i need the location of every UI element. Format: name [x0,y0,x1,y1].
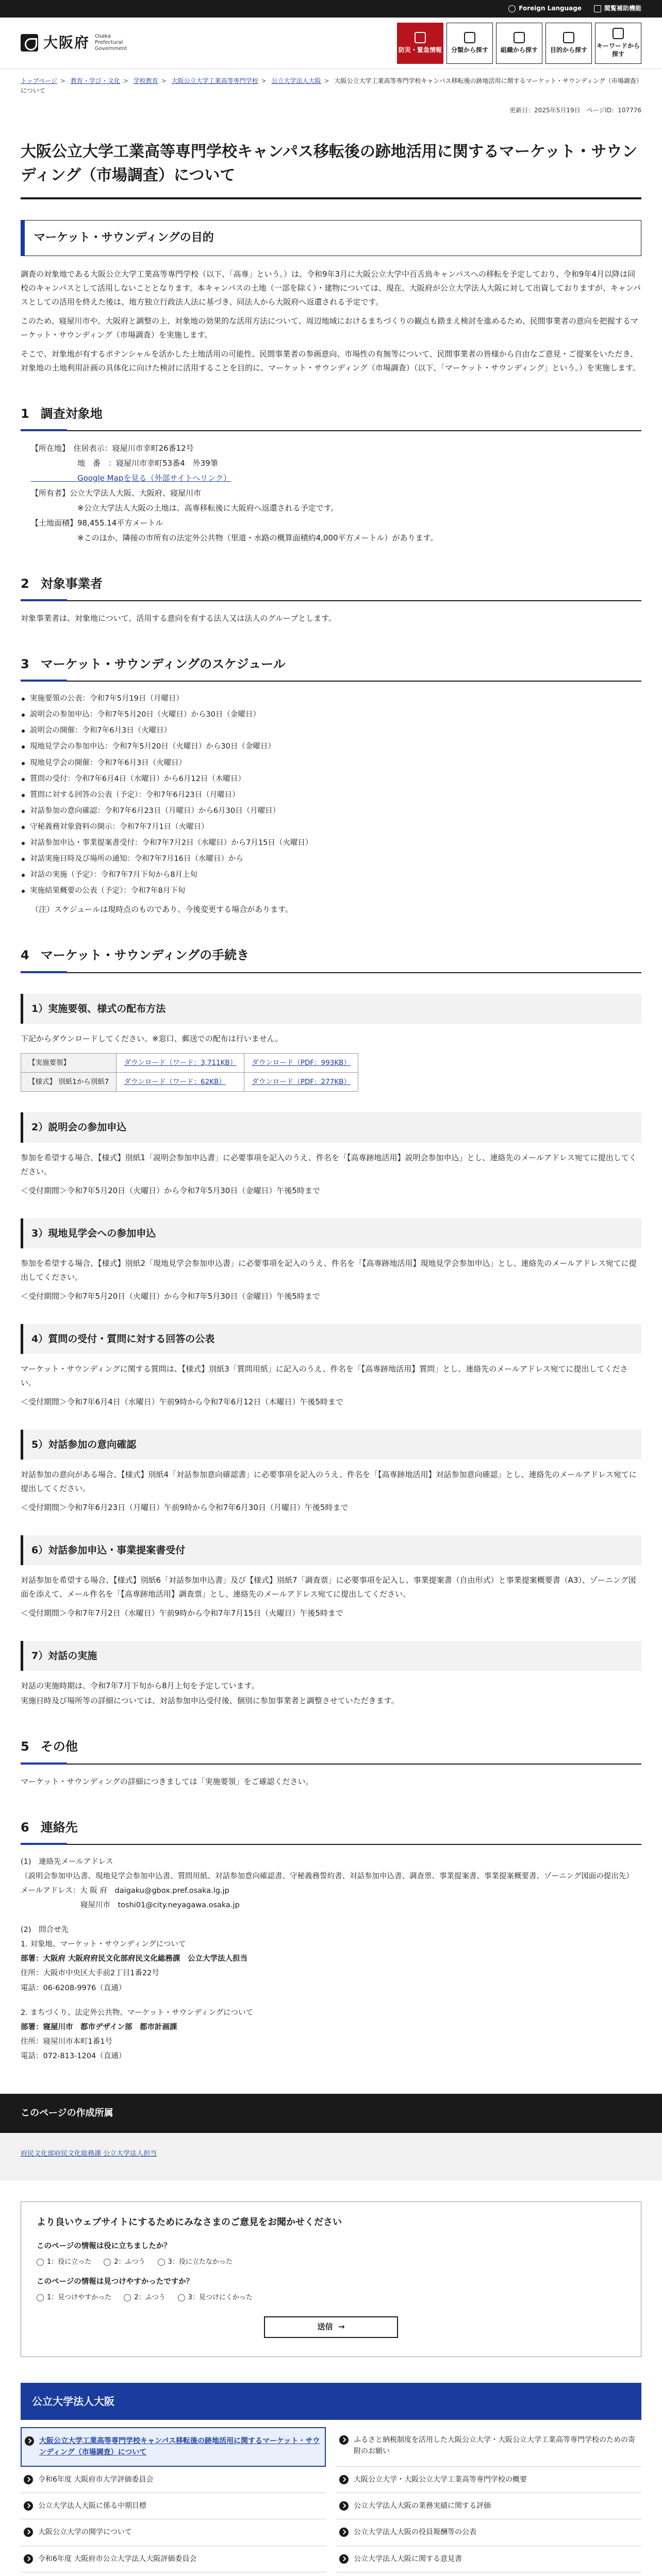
radio-icon[interactable] [124,2294,131,2301]
breadcrumb-link[interactable]: トップページ [21,77,57,84]
related-item-label: 大阪公立大学の開学について [38,2528,132,2537]
option-label: 2：ふつう [114,2258,145,2266]
download-table [21,1053,358,1092]
org-icon [514,32,525,43]
site-info-line: 【所有者】公立大学法人大阪、大阪府、寝屋川市 [31,488,202,498]
utility-bar [0,0,662,18]
section-number: 1 [21,406,29,421]
section-heading-2 [21,569,641,601]
related-item[interactable] [336,2546,641,2572]
section-title: 調査対象地 [40,406,103,421]
subsection-title: 6）対話参加申込・事業提案書受付 [21,1535,641,1565]
subsection-paragraph: 対話の実施時期は、令和7年7月下旬から8月上旬を予定しています。 [21,1681,259,1691]
contact-line: （説明会参加申込書、現地見学会参加申込書、質問用紙、対話参加意向確認書、守秘義務誓約書、対話参加申込書、調査票、事業提案書、事業提案概要書、ゾーニング図面の提出先） [21,1872,634,1880]
breadcrumb-current: 大阪公立大学工業高等専門学校キャンパス移転後の跡地活用に関するマーケット・サウンディング（市場調査）について [21,77,639,95]
download-pdf-link[interactable]: ダウンロード（PDF：993KB） [252,1058,351,1067]
page-id: ページID：107776 [586,107,641,114]
related-item[interactable] [336,2493,641,2519]
table-label: 【様式】 別紙1から別紙7 [21,1073,117,1092]
section-title: 対象事業者 [40,576,103,591]
contact-email: メールアドレス：大 阪 府 daigaku@gbox.pref.osaka.lg.jp [21,1887,229,1895]
related-item-label: 公立大学法人大阪に関する意見書 [354,2554,462,2563]
feedback-options [37,2256,625,2268]
table-cell [117,1073,244,1092]
accessibility-label: 閲覧補助機能 [604,5,641,12]
subsection-paragraph: 参加を希望する場合、【様式】別紙2「現地見学会参加申込書」に必要事項を記入のうえ、件名を「【高専跡地活用】現地見学会参加申込」とし、連絡先のメールアドレス宛てに提出してください。 [21,1258,637,1282]
main-content [0,105,662,2063]
subsection-title: 1）実施要領、様式の配布方法 [21,994,641,1024]
related-item[interactable] [21,2546,326,2572]
category-label: 分類から探す [451,46,488,54]
related-item[interactable] [336,2467,641,2493]
related-item[interactable] [336,2572,641,2576]
radio-icon[interactable] [178,2294,185,2301]
creator-dept-link[interactable]: 府民文化部府民文化総務課 公立大学法人担当 [21,2150,157,2158]
section-heading-3 [21,649,641,682]
contact-email: 寝屋川市 toshi01@city.neyagawa.osaka.jp [21,1901,240,1910]
option-label: 1：役に立った [47,2258,92,2266]
header-nav [397,23,641,64]
radio-icon[interactable] [104,2259,111,2266]
related-item-label: 公立大学法人大阪に係る中期目標 [38,2501,146,2510]
subsection-paragraph: 参加を希望する場合、【様式】別紙1「説明会参加申込書」に必要事項を記入のうえ、件名を「【高専跡地活用】説明会参加申込」とし、連絡先のメールアドレス宛てに提出してください。 [21,1153,637,1176]
section-number: 2 [21,576,29,591]
site-info-line: ※このほか、隣接の市所有の法定外公共物（里道・水路の概算面積約4,000平方メートル）があります。 [31,533,438,543]
feedback-option[interactable] [158,2256,233,2268]
option-label: 3：役に立たなかった [168,2258,233,2266]
contact-address: 住所：大阪市中央区大手前2丁目1番22号 [21,1969,159,1978]
table-cell [117,1053,244,1072]
logo-name: 大阪府 [43,34,90,52]
reception-period: ＜受付期間＞令和7年6月23日（月曜日）午前9時から令和7年6月30日（月曜日）午後5時まで [21,1503,349,1513]
related-item[interactable] [21,2467,326,2493]
site-info-line: 【所在地】 住居表示：寝屋川市幸町26番12号 [31,443,194,453]
schedule-item: 質問に対する回答の公表（予定）：令和7年6月23日（月曜日） [21,788,641,802]
schedule-item: 質問の受付：令和7年6月4日（水曜日）から6月12日（木曜日） [21,772,641,786]
feedback-title: より良いウェブサイトにするためにみなさまのご意見をお聞かせください [37,2217,342,2228]
submit-label: 送信 [317,2322,333,2332]
table-row [21,1073,358,1092]
schedule-item: 対話参加申込・事業提案書受付：令和7年7月2日（水曜日）から7月15日（火曜日） [21,836,641,850]
subsection-paragraph: 対話参加の意向がある場合、【様式】別紙4「対話参加意向確認書」に必要事項を記入のうえ、件名を「【高専跡地活用】対話参加意向確認」とし、連絡先のメールアドレス宛てに提出してください。 [21,1470,637,1494]
breadcrumb-link[interactable]: 学校教育 [133,77,158,84]
site-logo[interactable] [21,30,136,56]
purpose-heading: マーケット・サウンディングの目的 [21,220,641,256]
purpose-icon [563,32,574,43]
radio-icon[interactable] [158,2259,165,2266]
feedback-option[interactable] [124,2292,165,2303]
feedback-option[interactable] [37,2256,91,2268]
arrow-right-icon [339,2554,349,2564]
schedule-item: 現地見学会の開催：令和7年6月3日（火曜日） [21,756,641,770]
schedule-item: 対話実施日時及び場所の通知：令和7年7月16日（水曜日）から [21,852,641,866]
site-info-line [31,471,641,485]
download-word-link[interactable]: ダウンロード（ワード：3,711KB） [124,1058,237,1067]
subsection-paragraph: 対話参加を希望する場合、【様式】別紙6「対話参加申込書」及び【様式】別紙7「調査票」に必要事項を記入し、事業提案書（自由形式）と事業提案概要書（A3）、ゾーニング図面を添えて、メール件名を「【高専跡地活用】調査票」とし、連絡先のメールアドレス宛てに提出してください。 [21,1575,636,1599]
contact-block [21,1855,641,2063]
schedule-item: 実施結果概要の公表（予定）：令和7年8月下旬 [21,884,641,897]
category-button[interactable] [446,23,493,64]
arrow-right-icon [24,2554,33,2564]
related-item-current[interactable] [21,2427,326,2467]
arrow-right-icon [24,2501,33,2511]
related-item-label: 大阪公立大学・大阪公立大学工業高等専門学校の概要 [354,2475,527,2484]
page-title: 大阪公立大学工業高等専門学校キャンパス移転後の跡地活用に関するマーケット・サウンディング（市場調査）について [21,132,641,199]
schedule-item: 説明会の開催：令和7年6月3日（火曜日） [21,724,641,737]
arrow-right-icon [24,2528,33,2537]
keyword-button[interactable] [595,23,641,64]
contact-address: 住所：寝屋川市本町1番1号 [21,2037,112,2046]
related-nav [21,2383,641,2576]
contact-line: 1. 対象地、マーケット・サウンディングについて [21,1940,186,1949]
arrow-right-icon [339,2528,349,2537]
osaka-logo-icon [21,34,38,52]
feedback-submit-button[interactable]: 送信 → [264,2316,398,2338]
feedback-form [21,2201,641,2357]
section-heading-1 [21,399,641,431]
arrow-right-icon [339,2435,349,2445]
arrow-right-icon [339,2475,349,2484]
site-info-line: 【土地面積】98,455.14平方メートル [31,518,163,528]
section-number: 6 [21,1820,29,1835]
reception-period: ＜受付期間＞令和7年6月4日（水曜日）午前9時から令和7年6月12日（木曜日）午後5時まで [21,1397,343,1406]
schedule-item: 説明会の参加申込：令和7年5月20日（火曜日）から30日（金曜日） [21,708,641,721]
subsection-title: 7）対話の実施 [21,1641,641,1671]
option-label: 2：ふつう [134,2294,166,2302]
breadcrumb-link[interactable]: 大阪公立大学工業高等専門学校 [171,77,258,84]
schedule-note: （注）スケジュールは現時点のものであり、今後変更する場合があります。 [31,905,293,914]
related-item[interactable] [336,2519,641,2546]
section-heading-5 [21,1732,641,1764]
contact-line: (2) 問合せ先 [21,1926,69,1935]
foreign-language-link[interactable] [508,3,582,14]
reception-period: ＜受付期間＞令和7年5月20日（火曜日）から令和7年5月30日（金曜日）午後5時まで [21,1185,320,1195]
section-heading-6 [21,1812,641,1845]
globe-icon [508,5,516,12]
subsection-paragraph: 実施日時及び場所等の詳細については、対話参加申込受付後、個別に参加事業者と調整させていただきます。 [21,1696,399,1706]
accessibility-icon [594,5,601,12]
section-title: マーケット・サウンディングのスケジュール [40,656,286,671]
table-label: 【実施要領】 [21,1053,117,1072]
section-number: 4 [21,948,29,963]
table-row [21,1053,358,1072]
target-paragraph: 対象事業者は、対象地について、活用する意向を有する法人又は法人のグループとします。 [21,613,337,623]
arrow-right-icon [339,2501,349,2511]
related-item[interactable] [336,2427,641,2467]
related-item[interactable] [21,2519,326,2546]
download-pdf-link[interactable]: ダウンロード（PDF：277KB） [252,1078,351,1087]
purpose-label: 目的から探す [550,46,587,54]
category-icon [464,32,475,43]
org-label: 組織から探す [500,46,538,54]
breadcrumb: トップページ > 教育・学び・文化 > 学校教育 > 大阪公立大学工業高等専門学校 > 公立大学法人大阪 > 大阪公立大学工業高等専門学校キャンパス移転後の跡地活用に関するマーケット・サウンディング（市場調査）について [21,77,639,95]
arrow-right-icon [25,2436,34,2446]
keyword-label: キーワードから探す [596,42,640,58]
related-grid [21,2427,641,2576]
option-label: 3：見つけにくかった [188,2294,253,2302]
section-number: 5 [21,1739,29,1754]
related-item-label: ふるさと納税制度を活用した大阪公立大学・大阪公立大学工業高等専門学校のための寄附のお願い [354,2435,635,2456]
feedback-options [37,2292,625,2303]
feedback-question: このページの情報は役に立ちましたか？ [37,2242,171,2250]
radio-icon[interactable] [37,2294,44,2301]
section-heading-4 [21,940,641,973]
related-item[interactable] [21,2572,326,2576]
site-info-line: 地 番 ：寝屋川市幸町53番4 外39筆 [31,458,218,468]
subsection-title: 2）説明会の参加申込 [21,1112,641,1142]
related-item[interactable] [21,2493,326,2519]
google-map-link[interactable]: Google Mapを見る（外部サイトへリンク） [31,473,231,483]
contact-line: 2. まちづくり、法定外公共物、マーケット・サウンディングについて [21,2008,253,2017]
search-icon [613,28,624,39]
schedule-item: 守秘義務対象資料の開示：令和7年7月1日（火曜日） [21,820,641,834]
subsection-title: 5）対話参加の意向確認 [21,1430,641,1460]
accessibility-link[interactable] [594,3,641,14]
site-info-line: ※公立大学法人大阪の土地は、高専移転後に大阪府へ返還される予定です。 [31,503,339,513]
page-meta [21,105,641,116]
emergency-button[interactable] [397,23,443,64]
table-cell [244,1073,358,1092]
arrow-right-icon [24,2475,33,2484]
reception-period: ＜受付期間＞令和7年7月2日（水曜日）午前9時から令和7年7月15日（火曜日）午後5時まで [21,1608,343,1618]
schedule-item: 対話の実施（予定）：令和7年7月下旬から8月上旬 [21,868,641,882]
other-paragraph: マーケット・サウンディングの詳細につきましては「実施要領」をご確認ください。 [21,1776,313,1786]
org-button[interactable] [496,23,542,64]
purpose-paragraph: このため、寝屋川市や、大阪府と調整の上、対象地の効果的な活用方法について、周辺地域におけるまちづくりの観点も踏まえ検討を進めるため、民間事業者の意向を把握するマーケット・サウンディング（市場調査）を実施します。 [21,316,638,340]
contact-dept: 部署：大阪府 大阪府府民文化部府民文化総務課 公立大学法人担当 [21,1955,248,1963]
feedback-option[interactable] [104,2256,145,2268]
feedback-question: このページの情報は見つけやすかったですか？ [37,2278,194,2286]
contact-line: (1) 連絡先メールアドレス [21,1857,113,1866]
contact-phone: 電話：06-6208-9976（直通） [21,1984,126,1992]
creator-body [0,2133,662,2181]
subsection-paragraph: マーケット・サウンディングに関する質問は、【様式】別紙3「質問用紙」に記入のうえ、件名を「【高専跡地活用】質問」とし、連絡先のメールアドレス宛てに提出してください。 [21,1364,628,1387]
section-title: 連絡先 [40,1820,78,1835]
updated-date: 更新日：2025年5月19日 [509,107,581,114]
contact-phone: 電話：072-813-1204（直通） [21,2052,126,2060]
breadcrumb-link[interactable]: 公立大学法人大阪 [271,77,321,84]
logo-subtitle: Osaka Prefectural Government [95,33,127,52]
purpose-paragraph: 調査の対象地である大阪公立大学工業高等専門学校（以下、「高専」という。）は、令和9年3月に大阪公立大学中百舌鳥キャンパスへの移転を予定しており、令和9年4月以降は同校のキャンパスとして活用しないこととなります。本キャンパスの土地（一部を除く）・建物については、現在、大阪府が公立大学法人大阪に対して出資しておりますが、キャンパスとしての活用を終えた後は、地方独立行政法人法に基づき、同法人から大阪府へ返還される予定です。 [21,269,641,307]
creator-heading: このページの作成所属 [0,2094,662,2133]
purpose-button[interactable] [545,23,592,64]
download-word-link[interactable]: ダウンロード（ワード：62KB） [124,1078,226,1087]
emergency-label: 防災・緊急情報 [398,46,442,54]
schedule-item: 実施要領の公表：令和7年5月19日（月曜日） [21,692,641,705]
schedule-item: 現地見学会の参加申込：令和7年5月20日（火曜日）から30日（金曜日） [21,740,641,753]
site-header [0,18,662,69]
section-title: マーケット・サウンディングの手続き [40,948,250,963]
download-note: 下記からダウンロードしてください。※窓口、郵送での配布は行いません。 [21,1033,283,1043]
option-label: 1：見つけやすかった [47,2294,112,2302]
table-cell [244,1053,358,1072]
section-title: その他 [40,1739,78,1754]
alert-icon [415,32,426,43]
contact-dept: 部署：寝屋川市 都市デザイン部 都市計画課 [21,2023,177,2031]
subsection-title: 4）質問の受付・質問に対する回答の公表 [21,1324,641,1354]
schedule-item: 対話参加の意向確認：令和7年6月23日（月曜日）から6月30日（月曜日） [21,804,641,818]
related-heading: 公立大学法人大阪 [21,2383,641,2420]
subsection-title: 3）現地見学会への参加申込 [21,1218,641,1248]
related-item-label: 公立大学法人大阪の業務実績に関する評価 [354,2501,491,2510]
purpose-paragraph: そこで、対象地が有するポテンシャルを活かした土地活用の可能性、民間事業者の参画意向、市場性の有無等について、民間事業者の皆様から自由なご意見・ご提案をいただき、対象地の土地利用計画の具体化に向けた検討に活用することを目的に、マーケット・サウンディング（市場調査）（以下、「マーケット・サウンディング」という。）を実施します。 [21,349,640,372]
related-item-label: 公立大学法人大阪の役員報酬等の公表 [354,2528,476,2537]
related-item-label: 令和6年度 大阪府市公立大学法人大阪評価委員会 [38,2554,197,2563]
section-number: 3 [21,656,29,671]
related-item-label: 大阪公立大学工業高等専門学校キャンパス移転後の跡地活用に関するマーケット・サウンディング（市場調査）について [39,2436,320,2457]
foreign-language-label: Foreign Language [519,5,582,12]
breadcrumb-link[interactable]: 教育・学び・文化 [70,77,120,84]
related-item-label: 令和6年度 大阪府市大学評価委員会 [38,2475,154,2484]
radio-icon[interactable] [37,2259,44,2266]
reception-period: ＜受付期間＞令和7年5月20日（火曜日）から令和7年5月30日（金曜日）午後5時まで [21,1291,320,1301]
schedule-list [21,692,641,897]
site-info [21,442,641,545]
feedback-option[interactable] [37,2292,111,2303]
feedback-option[interactable] [178,2292,253,2303]
